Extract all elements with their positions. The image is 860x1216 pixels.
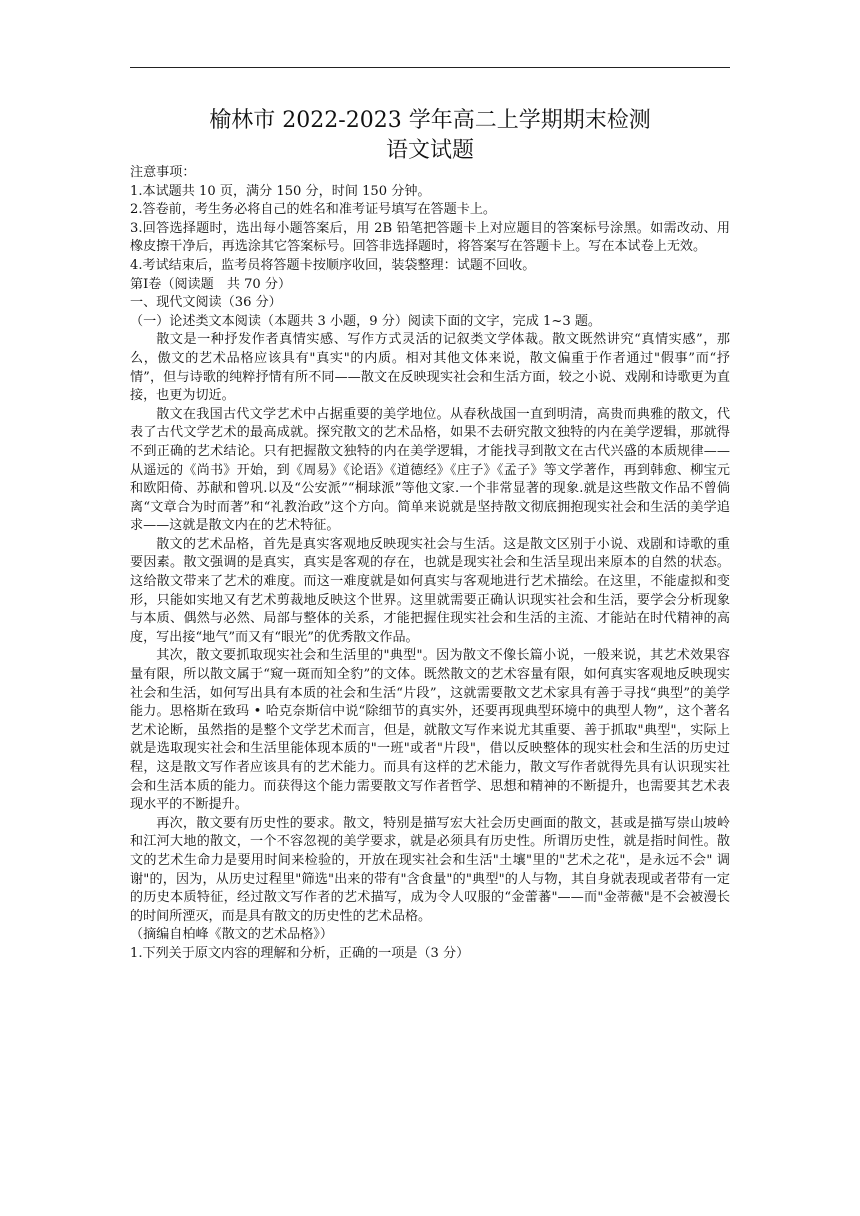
notice-heading: 注意事项： (130, 165, 196, 180)
article-paragraph-4: 其次，散文要抓取现实社会和生活里的"典型"。因为散文不像长篇小说，一般来说，其艺术效果容量有限，所以散文属于“窥一斑而知全豹”的文体。既然散文的艺术容量有限，如何真实客观地反映现实社会和生活，如何写出具有本质的社会和生活“片段”，这就需要散文艺术家具有善于寻找“典型”的美学能力。思格斯在致玛 • 哈克奈斯信中说“除细节的真实外，还要再现典型环境中的典型人物”，这个著名艺术论断，虽然指的是整个文学艺术而言，但是，就散文写作来说尤其重要、善于抓取"典型"，实际上就是选取现实社会和生活里能体现本质的"一班"或者"片段"，借以反映整体的现实杜会和生活的历史过程，这是散文写作者应该具有的艺术能力。而具有这样的艺术能力，散文写作者就得先具有认识现实社会和生活本质的能力。而获得这个能力需要散文写作者哲学、思想和精神的不断提升，也需要其艺术表现水平的不断提升。 (130, 648, 730, 813)
notice-item-3: 3.回答选择题时，选出每小题答案后，用 2B 铅笔把答题卡上对应题目的答案标号涂黑。如需改动、用橡皮擦干净后，再选涂其它答案标号。回答非选择题时，将答案写在答题卡上。写在本试卷上无效。 (130, 220, 730, 255)
notice-item-2: 2.答卷前，考生务必将自己的姓名和准考证号填写在答题卡上。 (130, 202, 497, 218)
exam-subject-title: 语文试题 (385, 138, 474, 163)
volume-heading: 第Ⅰ卷（阅读题 共 70 分） (130, 276, 292, 292)
article-paragraph-3: 散文的艺术品格，首先是真实客观地反映现实社会与生活。这是散文区别于小说、戏剧和诗歌的重要因素。散文强调的是真实，真实是客观的存在，也就是现实社会和生活呈现出来原本的自然的状态。这给散文带来了艺术的难度。而这一难度就是如何真实与客观地进行艺术描绘。在这里，不能虚拟和变形，只能如实地又有艺术剪裁地反映这个世界。这里就需要正确认识现实社会和生活，要学会分析现象与本质、偶然与必然、局部与整体的关系，才能把握住现实社会和生活的主流、才能站在时代精神的高度，写出接“地气”而又有“眼光”的优秀散文作品。 (130, 536, 730, 645)
article-paragraph-2: 散文在我国古代文学艺术中占据重要的美学地位。从春秋战国一直到明清，高贵而典雅的散文，代表了古代文学艺术的最高成就。探究散文的艺术品格，如果不去研究散文独特的内在美学逻辑，那就得不到正确的艺术结论。只有把握散文独特的内在美学逻辑，才能找寻到散文在古代兴盛的本质规律——从遥远的《尚书》开始，到《周易》《论语》《道德经》《庄子》《孟子》等文学著作，再到韩愈、柳宝元和欧阳倚、苏献和曾巩.以及“公安派”“桐球派”等他文家.一个非常显著的现象.就是这些散文作品不曾倘离“文章合为时而著”和“礼教治政”这个方向。简单来说就是坚持散文彻底拥抱现实社会和生活的美学追求——这就是散文内在的艺术特征。 (130, 406, 730, 534)
notice-item-1: 1.本试题共 10 页，满分 150 分，时间 150 分钟。 (130, 183, 431, 199)
reading-instructions: （一）论述类文本阅读（本题共 3 小题，9 分）阅读下面的文字，完成 1~3 题。 (130, 313, 602, 329)
question-1: 1.下列关于原文内容的理解和分析，正确的一项是（3 分） (130, 945, 470, 961)
article-source: （摘编自柏峰《散文的艺术品格》） (130, 927, 333, 943)
exam-body (130, 164, 730, 964)
article-paragraph-5: 再次，散文要有历史性的要求。散文，特别是描写宏大社会历史画面的散文，甚或是描写崇山坡岭和江河大地的散文，一个不容忽视的美学要求，就是必须具有历史性。所谓历史性，就是指时间性。散文的艺术生命力是要用时间来检验的，开放在现实社会和生活"土壤"里的"艺术之花"，是永远不会" 调谢"的，因为，从历史过程里"筛选"出来的带有"含食量"的"典型"的人与物，其自身就表现或者带有一定的历史本质特征，经过散文写作者的艺术描写，成为令人叹服的“金蕾蕃"——而"金蒂薇"是不会被漫长的时间所湮灭，而是具有散文的历史性的艺术品格。 (130, 815, 730, 924)
article-paragraph-1: 散文是一种抒发作者真情实感、写作方式灵活的记叙类文学体裁。散文既然讲究“真情实感”，那么，傲文的艺术品格应该具有"真实"的内质。相对其他文体来说，散文偏重于作者通过"假事”而“抒情”，但与诗歌的纯粹抒情有所不同——散文在反映现实社会和生活方面，较之小说、戏剐和诗歌更为直接，也更为切近。 (130, 332, 730, 404)
notice-item-4: 4.考试结束后，监考员将答题卡按顺序收回，装袋整理：试题不回收。 (130, 257, 536, 273)
header-rule (130, 67, 730, 68)
exam-title: 榆林市 2022-2023 学年高二上学期期末检测 (209, 108, 651, 133)
part-heading: 一、现代文阅读（36 分） (130, 295, 282, 311)
